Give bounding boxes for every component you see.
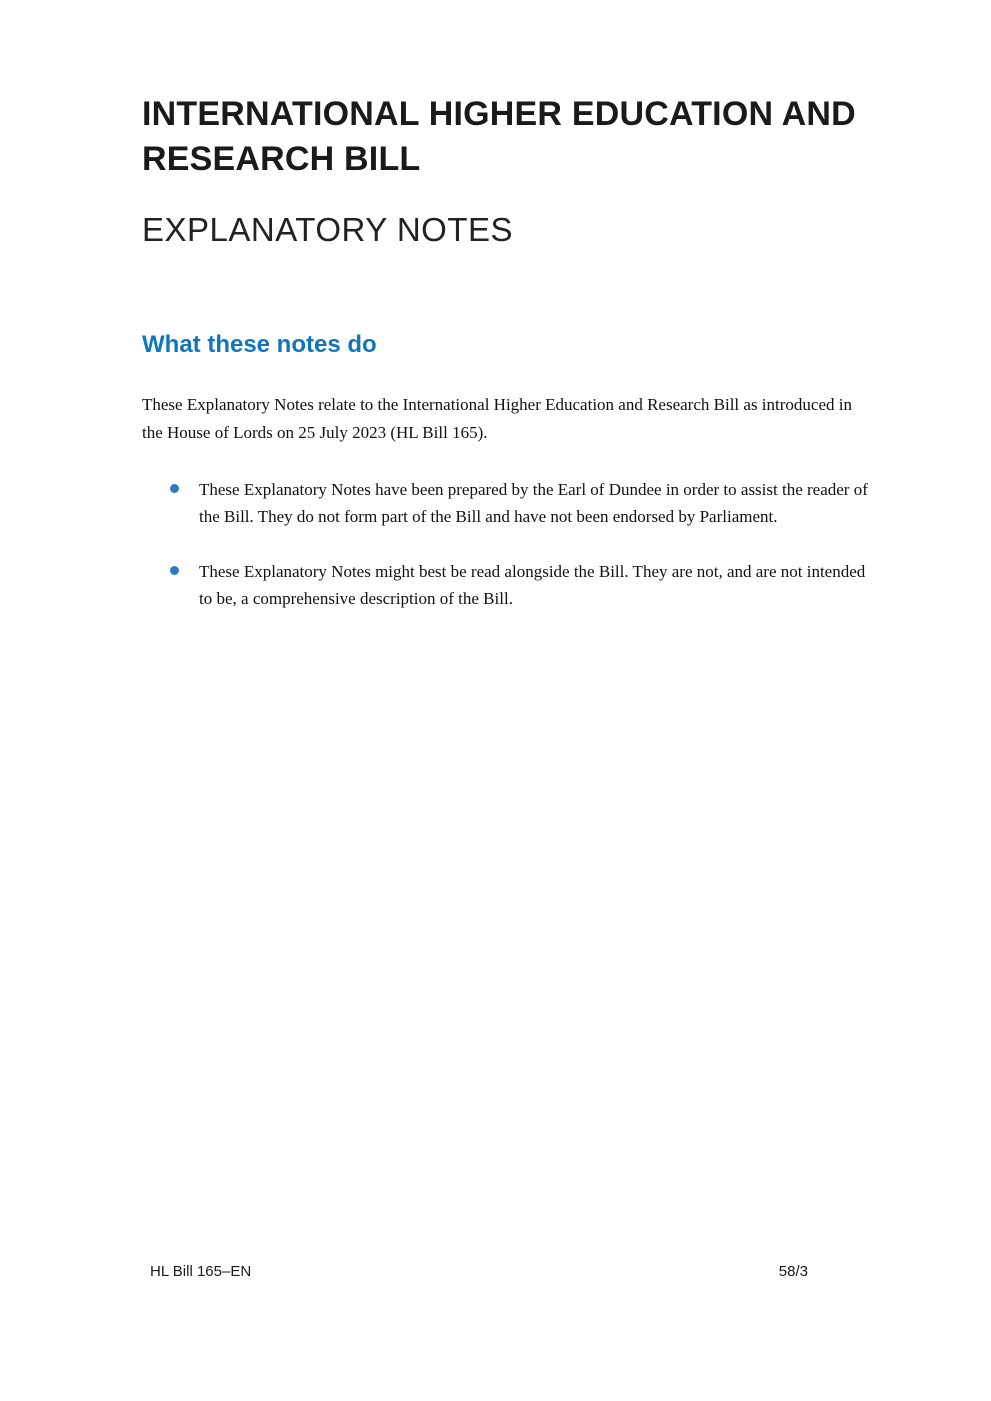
document-subtitle: EXPLANATORY NOTES	[142, 210, 514, 248]
bullet-icon	[170, 566, 179, 575]
intro-paragraph: These Explanatory Notes relate to the International Higher Education and Research Bill as introduced in the House of Lords on 25 July 2023 (HL Bill 165).	[142, 395, 852, 442]
bullet-text: These Explanatory Notes might best be read alongside the Bill. They are not, and are not intended to be, a comprehensive description of the Bill.	[199, 562, 866, 609]
page-content	[142, 92, 876, 612]
document-title: INTERNATIONAL HIGHER EDUCATION AND RESEARCH BILL	[142, 95, 856, 178]
footer-page-number: 58/3	[778, 1263, 808, 1280]
section-heading-what-these-notes-do: What these notes do	[142, 331, 377, 359]
footer-bill-reference: HL Bill 165–EN	[150, 1263, 252, 1280]
bullet-text: These Explanatory Notes have been prepared by the Earl of Dundee in order to assist the reader of the Bill. They do not form part of the Bill and have not been endorsed by Parliament.	[199, 479, 868, 526]
bullet-list	[142, 476, 876, 613]
list-item	[142, 558, 876, 612]
bullet-icon	[170, 484, 179, 493]
list-item	[142, 476, 876, 530]
page-footer	[150, 1263, 808, 1280]
